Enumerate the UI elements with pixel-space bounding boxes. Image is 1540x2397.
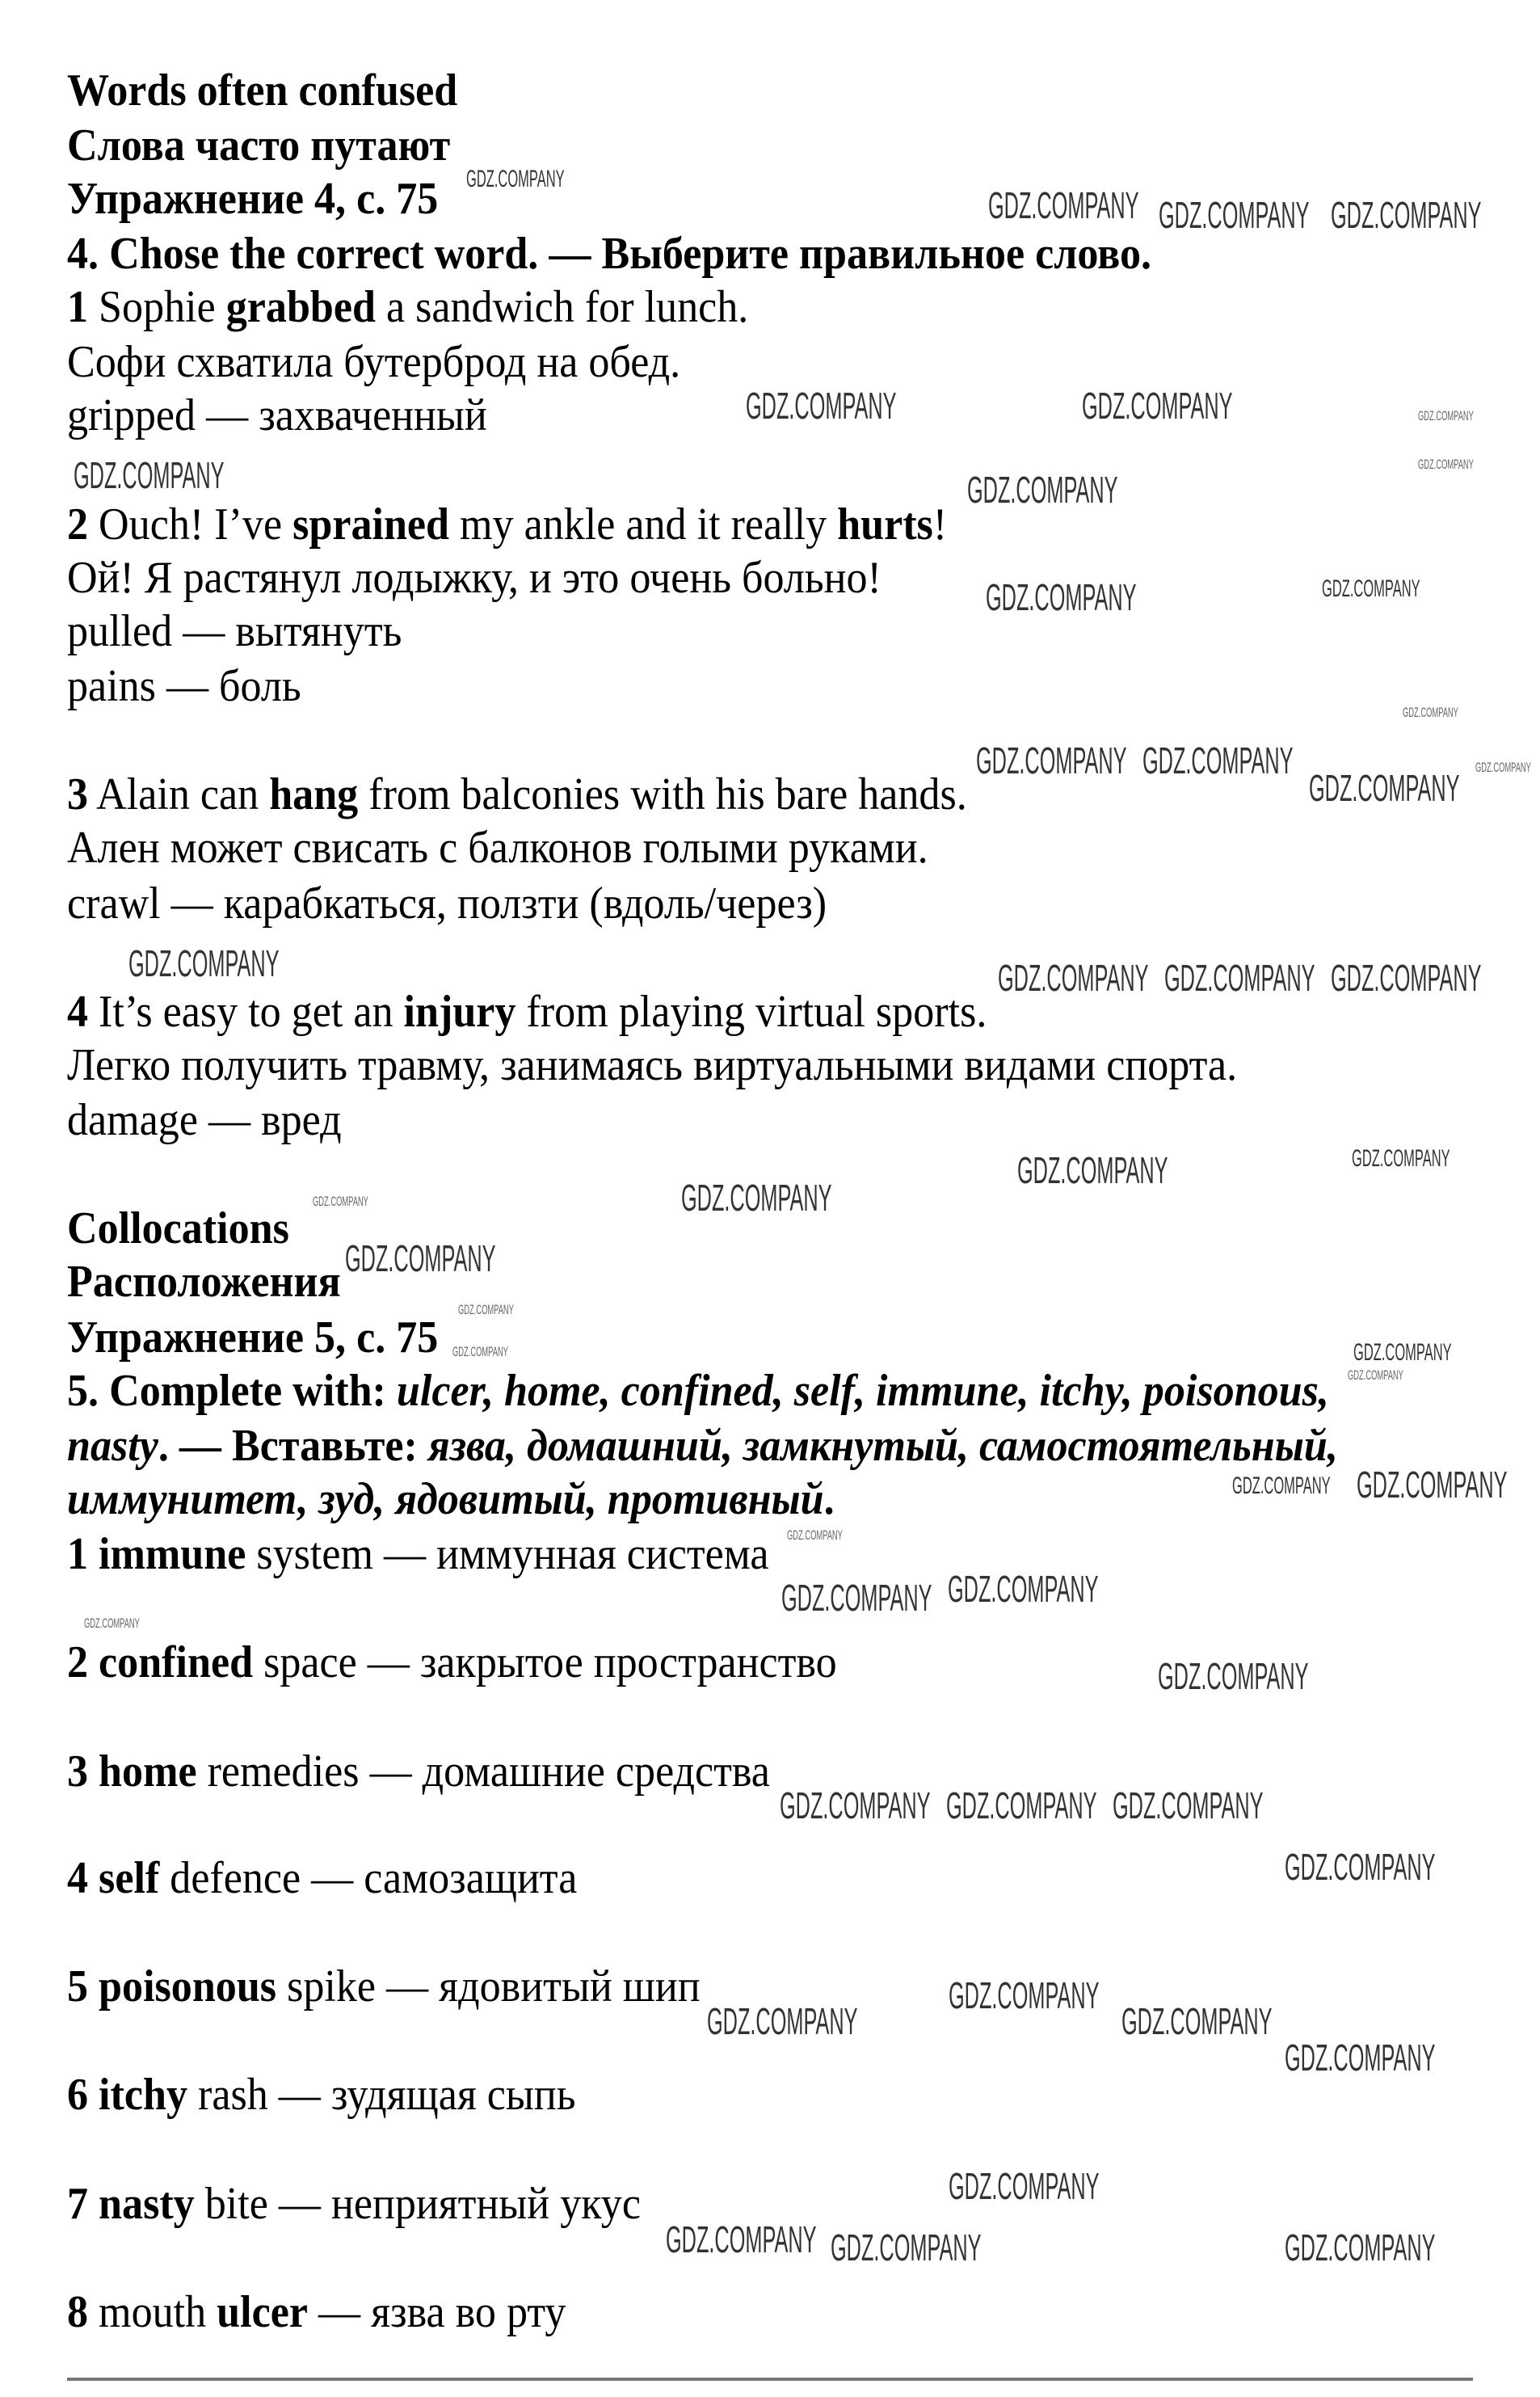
watermark: GDZ.COMPANY (1330, 956, 1482, 999)
bold-text: 3 home (67, 1746, 197, 1797)
text-line (67, 661, 301, 711)
watermark: GDZ.COMPANY (681, 1176, 832, 1219)
watermark: GDZ.COMPANY (1159, 193, 1310, 236)
bold-text: . (823, 1473, 835, 1524)
heading-line (67, 229, 1151, 279)
text-segment: rash — зудящая сыпь (187, 2070, 576, 2121)
watermark: GDZ.COMPANY (947, 1567, 1099, 1610)
bold-text: 8 (67, 2286, 99, 2337)
bold-text: 4 (67, 986, 89, 1037)
bold-text: Слова часто путают (67, 120, 451, 171)
bold-text: injury (403, 986, 516, 1037)
watermark: GDZ.COMPANY (1475, 759, 1531, 775)
text-line (67, 1853, 577, 1903)
bold-text: 2 confined (67, 1637, 254, 1688)
heading-line (67, 65, 457, 116)
text-segment: from balconies with his bare hands. (358, 769, 967, 820)
text-line (67, 606, 402, 656)
text-segment: crawl — карабкаться, ползти (вдоль/через) (67, 878, 827, 929)
watermark: GDZ.COMPANY (1331, 193, 1482, 236)
watermark: GDZ.COMPANY (1285, 2226, 1436, 2269)
watermark: GDZ.COMPANY (946, 1784, 1097, 1827)
watermark: GDZ.COMPANY (1142, 739, 1294, 782)
watermark: GDZ.COMPANY (313, 1193, 369, 1209)
text-line (67, 282, 748, 332)
text-segment: Alain can (88, 769, 270, 820)
bold-text: Расположения (67, 1257, 341, 1308)
watermark: GDZ.COMPANY (781, 1577, 932, 1620)
watermark: GDZ.COMPANY (1417, 457, 1474, 473)
text-segment: ! (932, 499, 948, 550)
text-segment: bite — неприятный укус (194, 2178, 641, 2229)
bold-text: 4 self (67, 1852, 160, 1903)
heading-line (67, 174, 438, 224)
text-segment: from playing virtual sports. (515, 986, 987, 1037)
heading-line (67, 120, 450, 171)
watermark: GDZ.COMPANY (1285, 2037, 1436, 2079)
bold-text: 6 itchy (67, 2070, 188, 2121)
text-line (67, 1421, 1338, 1471)
bold-text: 7 nasty (67, 2178, 195, 2229)
watermark: GDZ.COMPANY (997, 956, 1149, 999)
bold-text: 1 immune (67, 1529, 246, 1580)
bold-text: ulcer (217, 2286, 308, 2337)
heading-line (67, 1203, 289, 1253)
watermark: GDZ.COMPANY (966, 469, 1118, 512)
watermark: GDZ.COMPANY (83, 1615, 140, 1631)
text-line (67, 390, 487, 440)
heading-line (67, 1257, 341, 1307)
text-segment: Ой! Я растянул лодыжку, и это очень больно! (67, 552, 882, 603)
text-segment: Ouch! I’ve (88, 499, 293, 550)
watermark: GDZ.COMPANY (1231, 1472, 1331, 1500)
text-segment: a sandwich for lunch. (375, 282, 749, 333)
bold-text: 5. Complete with: (67, 1365, 397, 1416)
watermark: GDZ.COMPANY (1321, 575, 1420, 602)
watermark: GDZ.COMPANY (1417, 407, 1474, 423)
watermark: GDZ.COMPANY (665, 2218, 817, 2261)
text-line (67, 878, 827, 929)
text-line (67, 553, 882, 603)
watermark: GDZ.COMPANY (1017, 1148, 1168, 1191)
watermark: GDZ.COMPANY (1402, 704, 1458, 720)
bold-text: grabbed (225, 282, 376, 333)
bold-text: 2 (67, 499, 89, 550)
text-line (67, 2179, 641, 2229)
watermark: GDZ.COMPANY (128, 942, 280, 984)
bold-text: Упражнение 4, с. 75 (67, 173, 439, 224)
text-segment: remedies — домашние средства (196, 1746, 770, 1797)
heading-line (67, 1312, 438, 1363)
text-segment: Ален может свисать с балконов голыми руками. (67, 823, 928, 874)
watermark: GDZ.COMPANY (465, 166, 565, 193)
bold-text: hang (269, 769, 359, 820)
bold-text: иммунитет, зуд, ядовитый, противный (67, 1473, 824, 1524)
text-line (67, 499, 947, 550)
watermark: GDZ.COMPANY (1158, 1654, 1309, 1697)
watermark: GDZ.COMPANY (73, 454, 225, 497)
watermark: GDZ.COMPANY (1356, 1464, 1508, 1506)
text-segment: defence — самозащита (159, 1852, 578, 1903)
text-line (67, 2070, 576, 2120)
watermark: GDZ.COMPANY (949, 1974, 1100, 2016)
text-line (67, 1040, 1237, 1090)
watermark: GDZ.COMPANY (949, 2165, 1100, 2208)
text-segment: pulled — вытянуть (67, 605, 402, 656)
watermark: GDZ.COMPANY (1081, 385, 1233, 428)
watermark: GDZ.COMPANY (1285, 1846, 1436, 1888)
text-segment: It’s easy to get an (88, 986, 404, 1037)
text-segment: space — закрытое пространство (253, 1637, 837, 1688)
text-line (67, 1529, 769, 1579)
watermark: GDZ.COMPANY (1353, 1339, 1452, 1367)
bold-text: hurts (837, 499, 933, 550)
text-line (67, 1637, 837, 1687)
text-line (67, 2287, 566, 2337)
bold-text: 4. Chose the correct word. — Выберите правильное слово. (67, 228, 1152, 279)
watermark: GDZ.COMPANY (1113, 1784, 1264, 1827)
text-segment: spike — ядовитый шип (276, 1961, 701, 2012)
watermark: GDZ.COMPANY (988, 183, 1139, 226)
text-line (67, 987, 987, 1037)
bold-text: язва, домашний, замкнутый, самостоятельный, (427, 1420, 1338, 1471)
text-segment: gripped — захваченный (67, 390, 487, 441)
text-line (67, 1095, 342, 1145)
bold-text: Words often confused (67, 65, 458, 116)
text-line (67, 1474, 835, 1524)
watermark: GDZ.COMPANY (1352, 1145, 1451, 1173)
watermark: GDZ.COMPANY (1121, 1999, 1273, 2042)
text-segment: system — иммунная система (246, 1529, 769, 1580)
text-line (67, 1366, 1329, 1416)
watermark: GDZ.COMPANY (985, 575, 1137, 618)
bold-text: Collocations (67, 1203, 289, 1254)
text-segment: my ankle and it really (449, 499, 838, 550)
watermark: GDZ.COMPANY (831, 2226, 982, 2269)
watermark: GDZ.COMPANY (976, 739, 1127, 782)
bold-text: 3 (67, 769, 89, 820)
watermark: GDZ.COMPANY (707, 1999, 858, 2042)
text-line (67, 823, 928, 873)
bold-text: nasty (67, 1420, 158, 1471)
text-segment: Софи схватила бутерброд на обед. (67, 337, 681, 388)
watermark: GDZ.COMPANY (786, 1527, 843, 1543)
watermark: GDZ.COMPANY (345, 1237, 496, 1280)
text-line (67, 1961, 701, 2012)
bold-text: . — Вставьте: (158, 1420, 428, 1471)
text-line (67, 769, 967, 819)
text-segment: pains — боль (67, 661, 301, 711)
text-line (67, 1746, 770, 1797)
text-segment: Sophie (88, 282, 226, 333)
watermark: GDZ.COMPANY (452, 1344, 508, 1360)
bold-text: 5 poisonous (67, 1961, 277, 2012)
bold-text: 1 (67, 282, 89, 333)
bold-text: Упражнение 5, с. 75 (67, 1312, 439, 1363)
watermark: GDZ.COMPANY (1163, 956, 1315, 999)
watermark: GDZ.COMPANY (745, 385, 897, 428)
text-segment: damage — вред (67, 1095, 342, 1145)
watermark: GDZ.COMPANY (780, 1784, 931, 1827)
text-segment: Легко получить травму, занимаясь виртуальными видами спорта. (67, 1039, 1238, 1090)
bottom-divider (67, 2378, 1473, 2381)
bold-text: ulcer, home, confined, self, immune, itchy, poisonous, (396, 1365, 1329, 1416)
text-line (67, 337, 680, 387)
text-segment: — язва во рту (307, 2286, 566, 2337)
watermark: GDZ.COMPANY (458, 1301, 515, 1317)
bold-text: sprained (292, 499, 450, 550)
watermark: GDZ.COMPANY (1348, 1367, 1404, 1384)
text-segment: mouth (99, 2286, 217, 2337)
watermark: GDZ.COMPANY (1308, 767, 1460, 810)
